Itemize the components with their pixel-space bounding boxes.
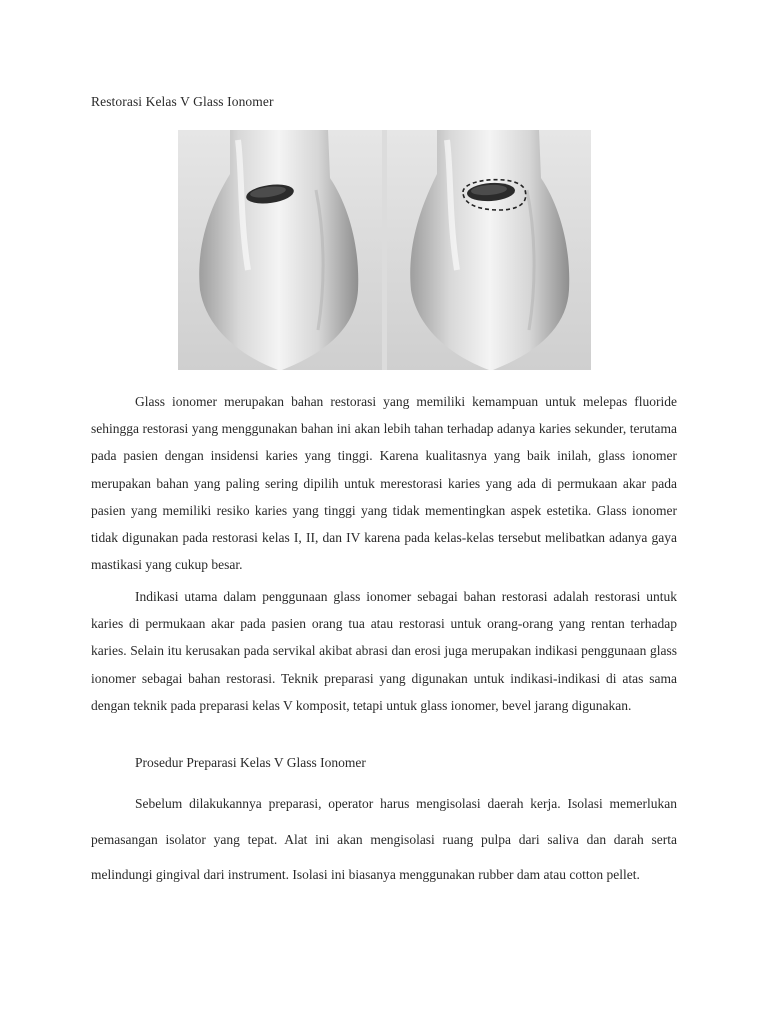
tooth-image-caries — [178, 130, 382, 370]
tooth-image-caries-outlined — [387, 130, 591, 370]
paragraph-indications: Indikasi utama dalam penggunaan glass ionomer sebagai bahan restorasi adalah restorasi untuk karies di permukaan akar pada pasien orang tua atau restorasi untuk orang-orang yang rentan terhadap karies. Selain itu kerusakan pada servikal akibat abrasi dan erosi juga merupakan indikasi penggunaan glass ionomer sebagai bahan restorasi. Teknik preparasi yang digunakan untuk indikasi-indikasi di atas sama dengan teknik pada preparasi kelas V komposit, tetapi untuk glass ionomer, bevel jarang digunakan. — [91, 589, 677, 713]
tooth-figure — [178, 130, 591, 370]
paragraph-isolation: Sebelum dilakukannya preparasi, operator harus mengisolasi daerah kerja. Isolasi memerlukan pemasangan isolator yang tepat. Alat ini akan mengisolasi ruang pulpa dari saliva dan darah serta melindungi gingival dari instrument. Isolasi ini biasanya menggunakan rubber dam atau cotton pellet. — [91, 796, 677, 882]
section-heading-procedure: Prosedur Preparasi Kelas V Glass Ionomer — [135, 755, 366, 770]
paragraph-glass-ionomer-intro: Glass ionomer merupakan bahan restorasi yang memiliki kemampuan untuk melepas fluoride sehingga restorasi yang menggunakan bahan ini akan lebih tahan terhadap adanya karies sekunder, terutama pada pasien dengan insidensi karies yang tinggi. Karena kualitasnya yang baik inilah, glass ionomer merupakan bahan yang paling sering dipilih untuk merestorasi karies yang ada di permukaan akar pada pasien yang memiliki resiko karies yang tinggi yang tidak mementingkan aspek estetika. Glass ionomer tidak digunakan pada restorasi kelas I, II, dan IV karena pada kelas-kelas tersebut melibatkan adanya gaya mastikasi yang cukup besar. — [91, 394, 677, 573]
document-title: Restorasi Kelas V Glass Ionomer — [91, 94, 274, 109]
